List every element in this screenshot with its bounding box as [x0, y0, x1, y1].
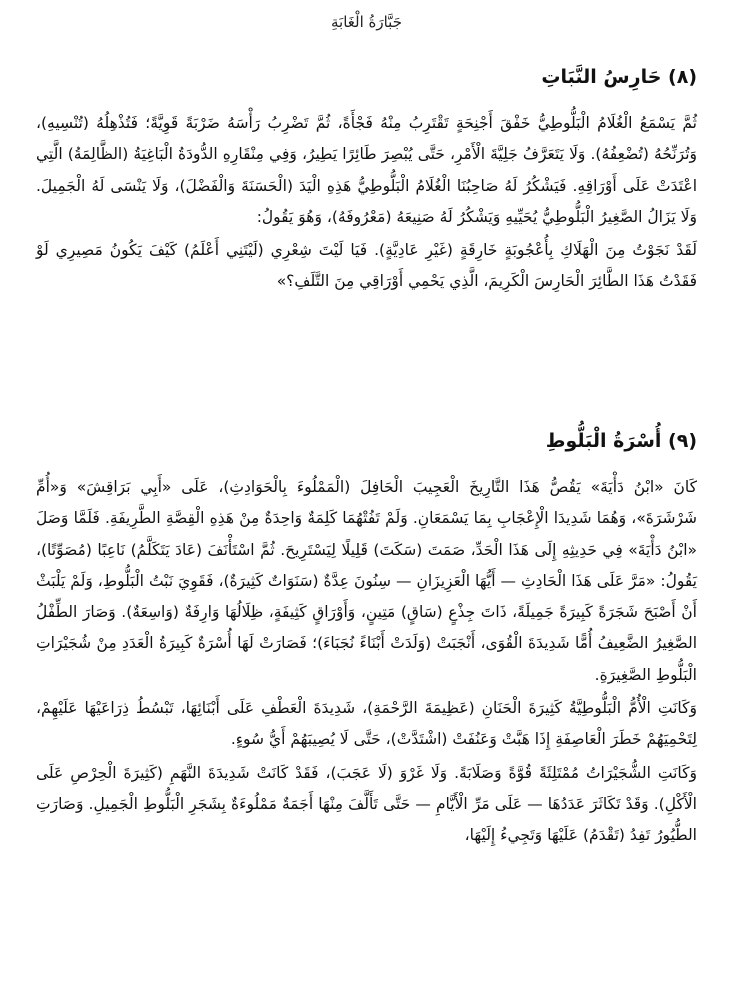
paragraph: وَكَانَتِ الشُّجَيْرَاتُ مُمْتَلِئَةً قُوَّةً وَصَلَابَةً. وَلَا غَرْوَ (لَا عَجَبَ)، فَقَدْ كَانَتْ شَدِيدَةَ النَّهَمِ (كَثِيرَةَ الْحِرْصِ عَلَى الْأَكْلِ). وَقَدْ تَكَاثَرَ عَدَدُهَا — عَلَى مَرِّ الْأَيَّامِ — حَتَّى تَأَلَّفَ مِنْهَا أَجَمَةٌ مَمْلُوءَةٌ بِشَجَرِ الْبَلُّوطِ الْجَمِيلِ. وَصَارَتِ الطُّيُورُ تَفِدُ (تَقْدَمُ) عَلَيْهَا وَتَجِيءُ إِلَيْهَا،: [36, 763, 697, 845]
paragraph: وَكَانَتِ الْأُمُّ الْبَلُّوطِيَّةُ كَثِيرَةَ الْحَنَانِ (عَظِيمَةَ الرَّحْمَةِ)، شَدِيدَةَ الْعَطْفِ عَلَى أَبْنَائِهَا، تَبْسُطُ ذِرَاعَيْهَا عَلَيْهِمْ، لِتَحْمِيَهُمْ خَطَرَ الْعَاصِفَةِ إِذَا هَبَّتْ وَعَنُفَتْ (اشْتَدَّتْ)، حَتَّى لَا يُصِيبَهُمْ أَيُّ سُوءٍ.: [36, 699, 697, 749]
paragraph: كَانَ «ابْنُ دَأْيَةَ» يَقُصُّ هَذَا التَّارِيخَ الْعَجِيبَ الْحَافِلَ (الْمَمْلُوءَ بِالْحَوَادِثِ)، عَلَى «أَبِي بَرَاقِشَ» وَ«أُمِّ شَرْشَرَةَ»، وَهُمَا شَدِيدَا الْإِعْجَابِ بِمَا يَسْمَعَانِ. وَلَمْ تَفُتْهُمَا كَلِمَةٌ وَاحِدَةٌ مِنْ هَذِهِ الْقِصَّةِ الطَّرِيفَةِ. فَلَمَّا وَصَلَ «ابْنُ دَأْيَةَ» فِي حَدِيثِهِ إِلَى هَذَا الْحَدِّ، صَمَتَ (سَكَتَ) قَلِيلًا لِيَسْتَرِيحَ. ثُمَّ اسْتَأْنَفَ (عَادَ يَتَكَلَّمُ) نَاعِبًا (مُصَوِّتًا)، يَقُولُ: «مَرَّ عَلَى هَذَا الْحَادِثِ — أَيُّهَا الْعَزِيزَانِ — سِنُونَ عِدَّةٌ (سَنَوَاتٌ كَثِيرَةٌ)، فَقَوِيَ نَبْتُ الْبَلُّوطِ، وَلَمْ يَلْبَثْ أَنْ أَصْبَحَ شَجَرَةً كَبِيرَةً جَمِيلَةً، ذَاتَ جِذْعٍ (سَاقٍ) مَتِينٍ، وَأَوْرَاقٍ كَثِيفَةٍ، ظِلَالُهَا وَارِفَةٌ (وَاسِعَةٌ). وَصَارَ الطِّفْلُ الصَّغِيرُ الضَّعِيفُ أُمًّا شَدِيدَةَ الْقُوَى، أَنْجَبَتْ (وَلَدَتْ أَبْنَاءً نُجَبَاءَ)؛ فَصَارَتْ لَهَا أُسْرَةٌ كَبِيرَةُ الْعَدَدِ مِنْ شُجَيْرَاتِ الْبَلُّوطِ الصَّغِيرَةِ.: [36, 478, 697, 684]
section-guardian-of-plant: [36, 62, 697, 298]
section-oak-family: [36, 426, 697, 852]
section-heading: (٨) حَارِسُ النَّبَاتِ: [541, 66, 697, 88]
paragraph: ثُمَّ يَسْمَعُ الْغُلَامُ الْبَلُّوطِيُّ خَفْقَ أَجْنِحَةٍ تَقْتَرِبُ مِنْهُ فَجْأَةً، ثُمَّ تَضْرِبُ رَأْسَهُ ضَرْبَةً قَوِيَّةً؛ فَتُذْهِلُهُ (تُنْسِيهِ)، وَتُرَنِّحُهُ (تُضْعِفُهُ). وَلَا يَتَعَرَّفُ جَلِيَّةَ الْأَمْرِ، حَتَّى يُبْصِرَ طَائِرًا يَطِيرُ، وَفِي مِنْقَارِهِ الدُّودَةُ الْبَاغِيَةُ (الظَّالِمَةُ) الَّتِي اعْتَدَتْ عَلَى أَوْرَاقِهِ. فَيَشْكُرُ لَهُ صَاحِبُنَا الْغُلَامُ الْبَلُّوطِيُّ هَذِهِ الْيَدَ (الْحَسَنَةَ وَالْفَضْلَ)، وَلَا يَنْسَى لَهُ الْجَمِيلَ. وَلَا يَزَالُ الصَّغِيرُ الْبَلُّوطِيُّ يُحَيِّيهِ وَيَشْكُرُ لَهُ صَنِيعَهُ (مَعْرُوفَهُ)، وَهُوَ يَقُولُ:: [36, 114, 697, 226]
section-heading: (٩) أُسْرَةُ الْبَلُّوطِ: [545, 430, 697, 452]
paragraph: لَقَدْ نَجَوْتُ مِنَ الْهَلَاكِ بِأُعْجُوبَةٍ خَارِقَةٍ (غَيْرِ عَادِيَّةٍ). فَيَا لَيْتَ شِعْرِي (لَيْتَنِي أَعْلَمُ) كَيْفَ يَكُونُ مَصِيرِي لَوْ فَقَدْتُ هَذَا الطَّائِرَ الْحَارِسَ الْكَرِيمَ، الَّذِي يَحْمِي أَوْرَاقِي مِنَ التَّلَفِ؟»: [36, 241, 697, 291]
running-header: جَبَّارَةُ الْغَابَةِ: [330, 13, 402, 31]
